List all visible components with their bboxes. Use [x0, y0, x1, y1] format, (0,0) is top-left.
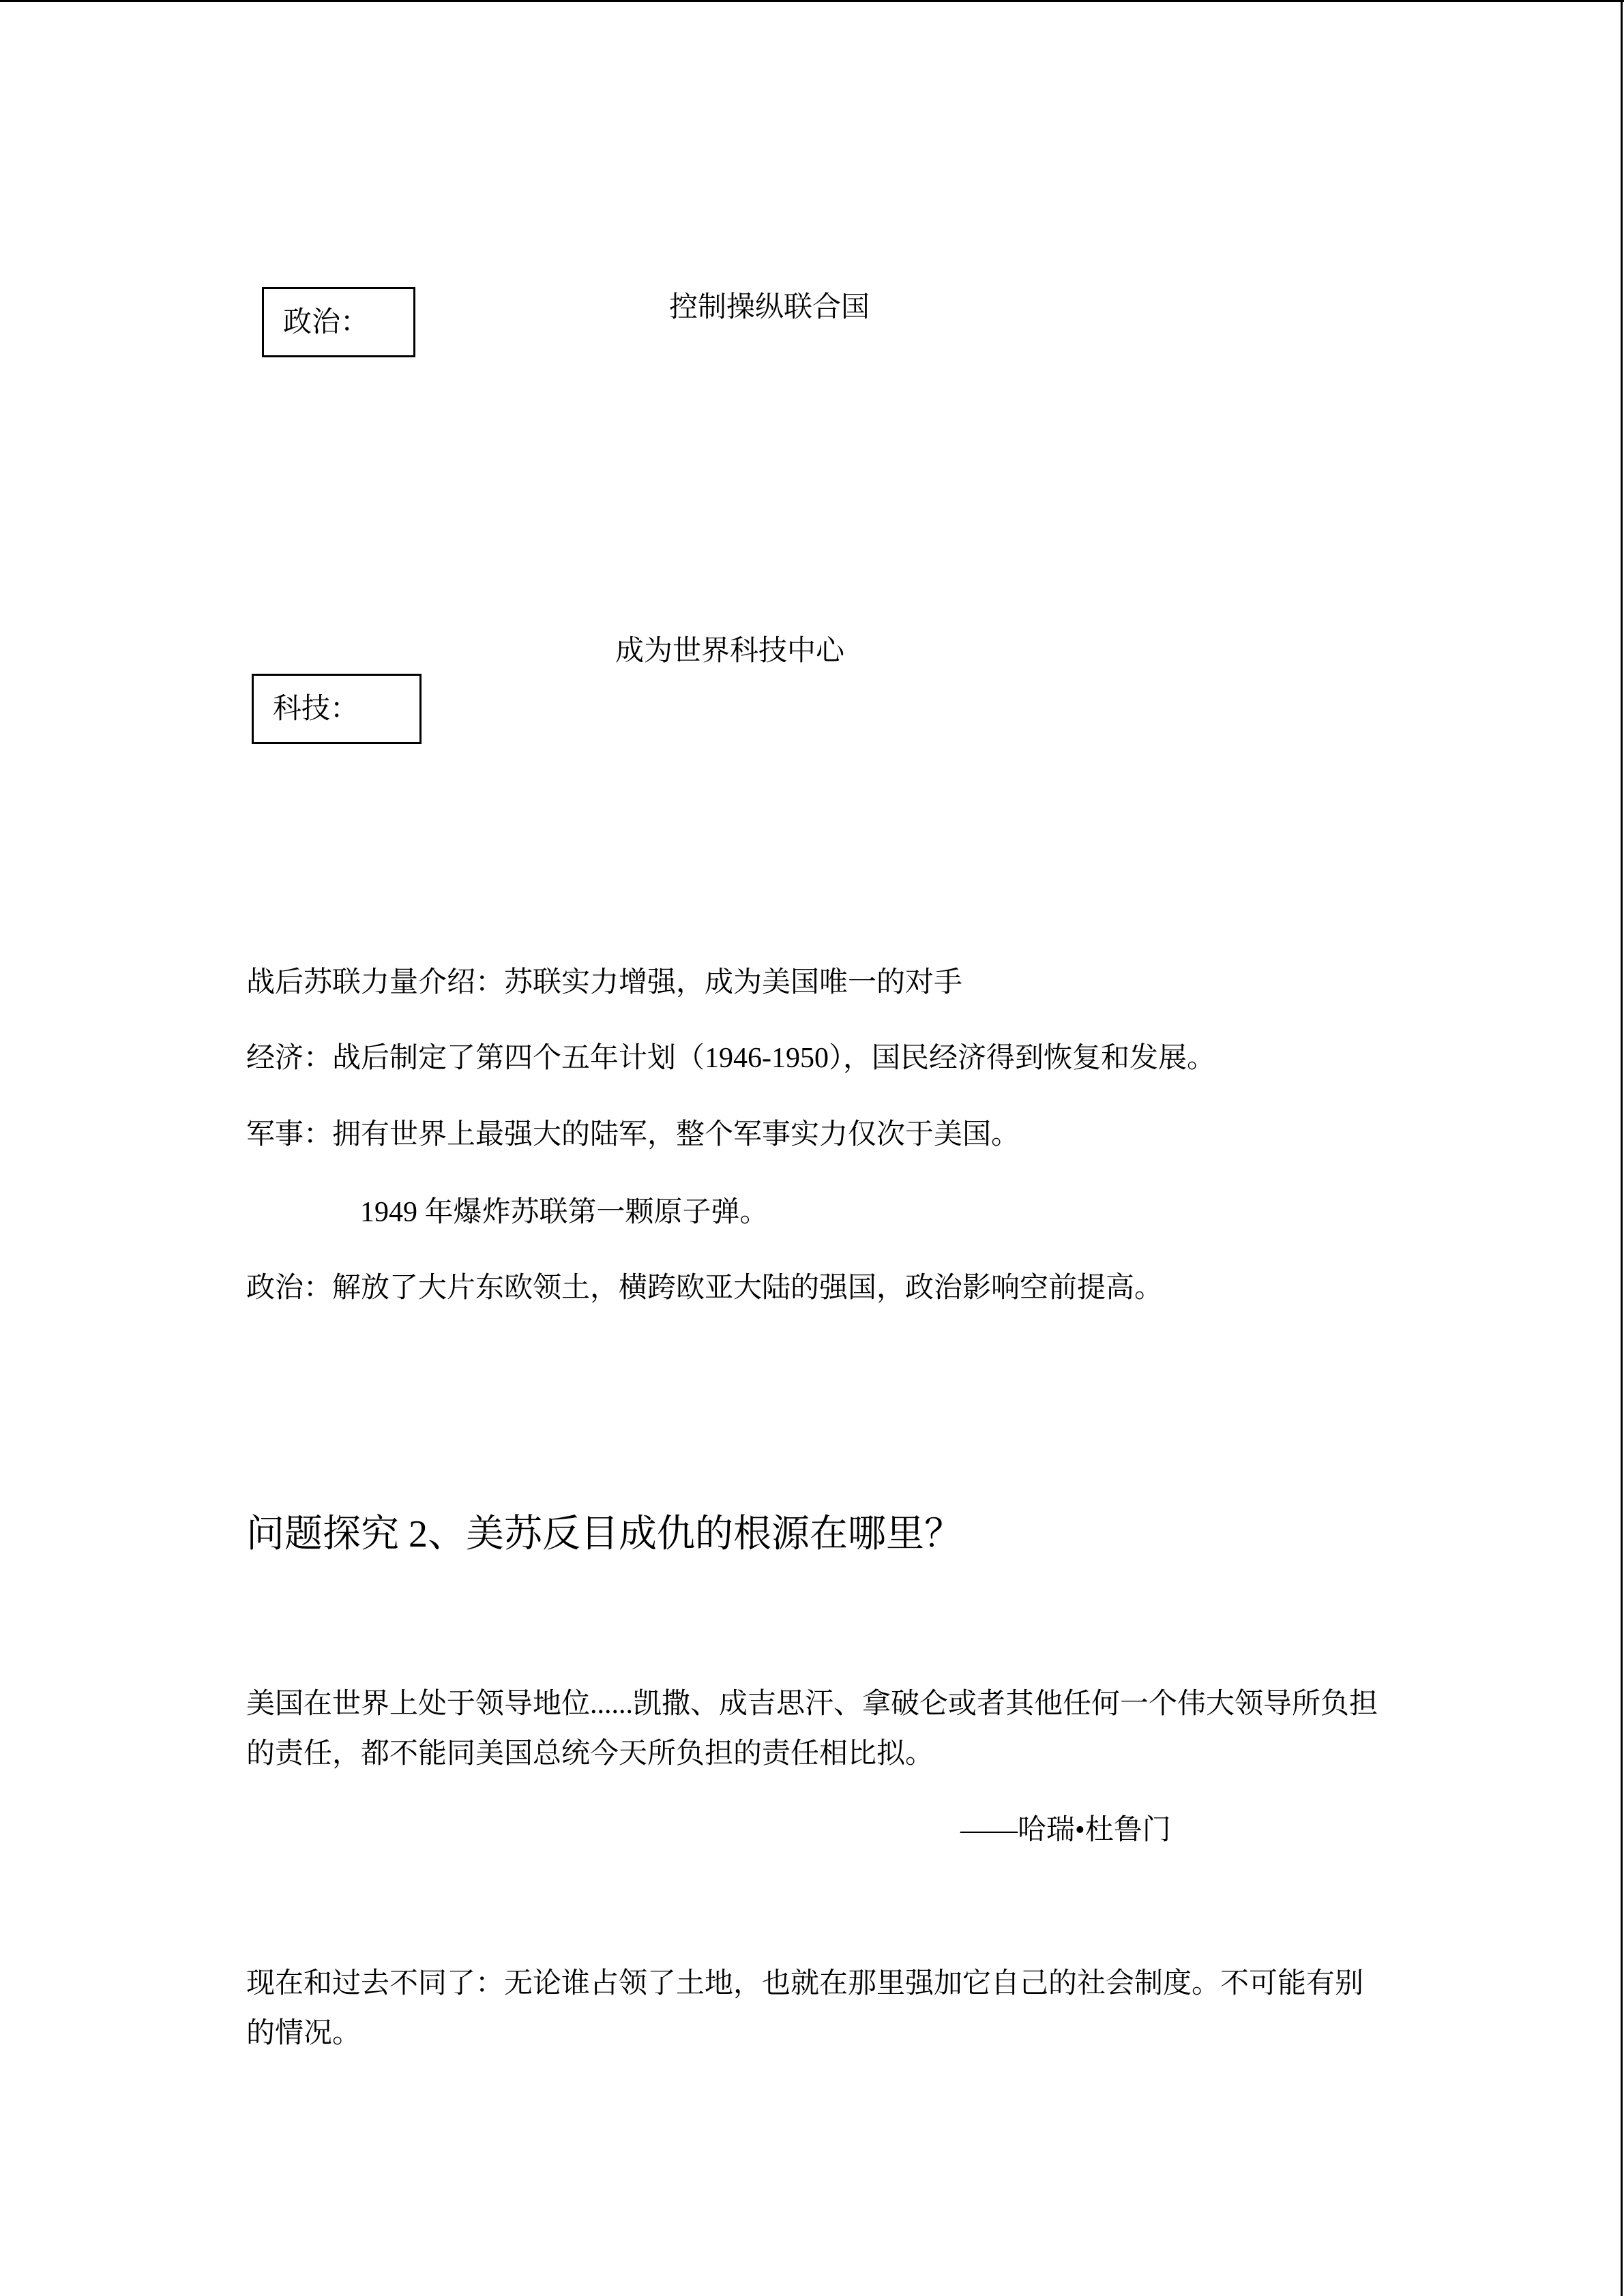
politics-box	[262, 287, 415, 357]
soviet-politics: 政治：解放了大片东欧领土，横跨欧亚大陆的强国，政治影响空前提高。	[246, 1272, 1164, 1304]
soviet-economy: 经济：战后制定了第四个五年计划（1946-1950），国民经济得到恢复和发展。	[246, 1043, 1215, 1074]
politics-note: 控制操纵联合国	[669, 292, 870, 323]
quote1-line: 美国在世界上处于领导地位......凯撒、成吉思汗、拿破仑或者其他任何一个伟大领导所负担	[246, 1688, 1378, 1720]
tech-box	[252, 674, 422, 744]
page-top-border	[0, 0, 1624, 2]
tech-box-label: 科技：	[273, 693, 359, 725]
soviet-military-detail: 1949 年爆炸苏联第一颗原子弹。	[360, 1197, 769, 1228]
quote2-line: 的情况。	[246, 2018, 361, 2049]
soviet-intro: 战后苏联力量介绍：苏联实力增强，成为美国唯一的对手	[246, 967, 963, 998]
tech-note: 成为世界科技中心	[615, 636, 845, 667]
page-right-border	[1621, 0, 1623, 2296]
soviet-military: 军事：拥有世界上最强大的陆军，整个军事实力仅次于美国。	[246, 1119, 1020, 1150]
politics-box-label: 政治：	[283, 306, 370, 338]
quote1-attribution: ——哈瑞•杜鲁门	[960, 1815, 1171, 1846]
question-title: 问题探究 2、美苏反目成仇的根源在哪里？	[246, 1513, 962, 1555]
quote1-line: 的责任，都不能同美国总统今天所负担的责任相比拟。	[246, 1738, 934, 1770]
quote2-line: 现在和过去不同了：无论谁占领了土地，也就在那里强加它自己的社会制度。不可能有别	[246, 1968, 1364, 1999]
